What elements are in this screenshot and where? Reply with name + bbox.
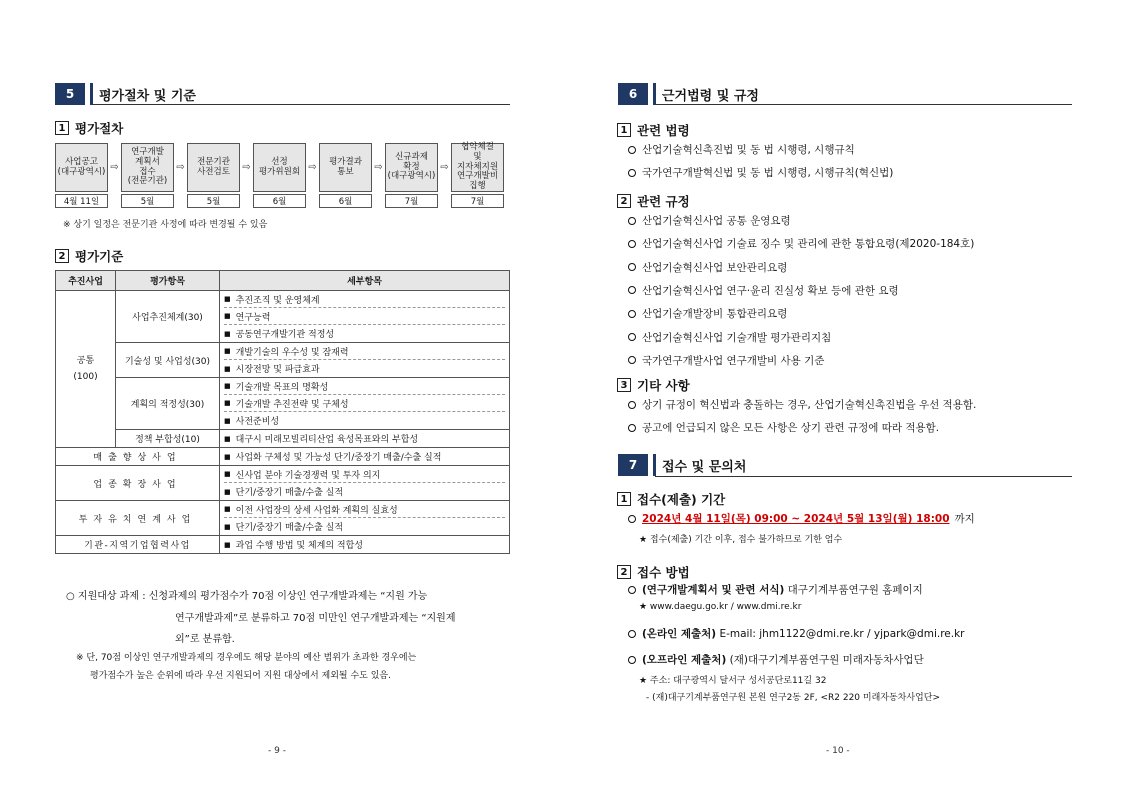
square-bullet-icon: ■: [224, 522, 231, 531]
square-bullet-icon: ■: [224, 540, 231, 549]
list-item: [628, 283, 899, 298]
detail-item: [224, 378, 505, 395]
list-item: [628, 142, 855, 157]
detail-text: 추진조직 및 운영체계: [235, 295, 320, 306]
program-label: 매출향상사업: [93, 453, 182, 463]
period-note: ★ 접수(제출) 기간 이후, 접수 불가하므로 기한 엄수: [639, 535, 843, 545]
table-row: [56, 291, 510, 343]
eval-details-cell: [220, 536, 510, 554]
detail-text: 대구시 미래모빌리티산업 육성목표와의 부합성: [235, 435, 419, 445]
method-item-2-label: (온라인 제출처): [642, 628, 717, 640]
square-bullet-icon: ■: [224, 487, 231, 496]
eval-item-cell: 기술성 및 사업성(30): [116, 343, 220, 378]
flow-step: [253, 143, 306, 208]
eval-details-cell: [220, 466, 510, 501]
page-number: - 10 -: [826, 746, 850, 756]
method-item-1-label: (연구개발계획서 및 관련 서식): [642, 584, 785, 596]
section-underline: [92, 104, 510, 105]
square-bullet-icon: ■: [224, 399, 231, 407]
flow-step: [451, 143, 504, 208]
rules-heading: [617, 192, 690, 210]
list-item-text: 국가연구개발사업 연구개발비 사용 기준: [642, 354, 825, 367]
flow-step: [121, 143, 174, 208]
square-bullet-icon: ■: [224, 295, 231, 303]
subsection-title: 평가기준: [75, 249, 124, 264]
criteria-heading: [55, 247, 123, 265]
table-header: 세부항목: [220, 271, 510, 291]
detail-text: 단기/중장기 매출/수출 실적: [235, 488, 344, 498]
circle-bullet-icon: [628, 146, 636, 154]
program-label-cell: [56, 466, 220, 501]
program-label: 기관-지역기업협력사업: [84, 541, 191, 551]
method-heading: [617, 563, 690, 581]
eval-details-cell: [220, 378, 510, 430]
square-bullet-icon: ■: [224, 470, 231, 478]
circle-bullet-icon: [628, 424, 636, 432]
method-item-3-note-1: ★ 주소: 대구광역시 달서구 성서공단로11길 32: [639, 676, 827, 686]
eval-details-cell: [220, 343, 510, 378]
square-bullet-icon: ■: [224, 347, 231, 355]
list-item: [628, 330, 831, 345]
detail-item: [224, 291, 505, 308]
list-item: [628, 397, 976, 412]
detail-item: [224, 483, 505, 500]
page-number: - 9 -: [268, 746, 286, 756]
section-underline: [655, 104, 1072, 105]
detail-text: 과업 수행 방법 및 체계의 적합성: [235, 541, 363, 551]
detail-text: 시장전망 및 파급효과: [235, 365, 320, 375]
program-label: 투자유치연계사업: [78, 514, 197, 525]
subsection-title: 접수(제출) 기간: [637, 492, 726, 507]
flow-step-date: 6월: [253, 194, 306, 208]
square-bullet-icon: ■: [224, 329, 231, 338]
list-item: [628, 260, 787, 275]
program-label-cell: [56, 501, 220, 536]
table-row: [56, 430, 510, 448]
subsection-title: 관련 법령: [637, 123, 690, 138]
section-6-header: [618, 83, 759, 105]
detail-text: 이전 사업장의 상세 사업화 계획의 실효성: [235, 505, 398, 516]
left-page: [0, 0, 561, 793]
table-row: [56, 466, 510, 501]
method-item-2: [628, 626, 964, 641]
list-item-text: 산업기술혁신사업 기술개발 평가관리지침: [642, 331, 832, 344]
flow-step: [319, 143, 372, 208]
section-underline: [655, 476, 1072, 477]
table-row: [56, 536, 510, 554]
method-item-1-text: 대구기계부품연구원 홈페이지: [784, 584, 923, 596]
method-item-3-text: (재)대구기계부품연구원 미래자동차사업단: [726, 654, 924, 666]
detail-item: [224, 395, 505, 412]
section-bar: [653, 83, 656, 105]
support-line-2: 연구개발과제”로 분류하고 70점 미만인 연구개발과제는 “지원제: [175, 613, 456, 624]
list-item-text: 상기 규정이 혁신법과 충돌하는 경우, 산업기술혁신촉진법을 우선 적용함.: [642, 399, 977, 411]
flow-step-date: 4월 11일: [55, 194, 108, 208]
detail-item: [224, 448, 505, 465]
subsection-number: 3: [617, 378, 631, 392]
subsection-number: 1: [617, 123, 631, 137]
detail-text: 사전준비성: [235, 417, 280, 427]
right-page: [561, 0, 1123, 793]
table-row: [56, 378, 510, 430]
section-number: 6: [618, 83, 648, 105]
circle-bullet-icon: [628, 286, 636, 294]
flow-step-date: 5월: [187, 194, 240, 208]
circle-bullet-icon: [628, 333, 636, 341]
support-note-2: 평가점수가 높은 순위에 따라 우선 지원되어 지원 대상에서 제외될 수도 있음.: [90, 671, 391, 681]
program-label-cell: [56, 448, 220, 466]
detail-text: 연구능력: [235, 312, 271, 323]
square-bullet-icon: ■: [224, 312, 231, 320]
program-label: 업종확장사업: [93, 479, 182, 490]
circle-bullet-icon: [628, 656, 636, 664]
list-item: [628, 236, 974, 251]
flow-step-box: 연구개발 계획서 접수 (전문기관): [121, 143, 174, 192]
arrow-right-icon: ⇨: [308, 162, 317, 173]
detail-item: [224, 308, 505, 325]
table-header-row: [56, 271, 510, 291]
subsection-title: 기타 사항: [637, 378, 690, 393]
section-bar: [653, 454, 656, 476]
method-item-3-note-2: - (재)대구기계부품연구원 본원 연구2동 2F, <R2 220 미래자동차사업단>: [646, 693, 940, 703]
table-row: [56, 448, 510, 466]
table-row: [56, 343, 510, 378]
circle-bullet-icon: [628, 240, 636, 248]
detail-item: [224, 412, 505, 429]
detail-text: 공동연구개발기관 적정성: [235, 330, 335, 340]
detail-text: 단기/중장기 매출/수출 실적: [235, 523, 344, 533]
detail-item: [224, 343, 505, 360]
arrow-right-icon: ⇨: [440, 162, 449, 173]
eval-item-cell: 사업추진체계(30): [116, 291, 220, 343]
table-row: [56, 501, 510, 536]
arrow-right-icon: ⇨: [242, 162, 251, 173]
square-bullet-icon: ■: [224, 382, 231, 390]
section-5-header: [55, 83, 196, 105]
method-item-1-note: ★ www.daegu.go.kr / www.dmi.re.kr: [639, 602, 802, 612]
program-label-cell: [56, 536, 220, 554]
flow-step-date: 7월: [385, 194, 438, 208]
flow-step-box: 선정 평가위원회: [253, 143, 306, 192]
section-7-header: [618, 454, 746, 476]
square-bullet-icon: ■: [224, 416, 231, 425]
period-date-range: 2024년 4월 11일(목) 09:00 ~ 2024년 5월 13일(월) 18:00: [642, 513, 950, 525]
arrow-right-icon: ⇨: [176, 162, 185, 173]
period-suffix: 까지: [954, 513, 975, 525]
circle-bullet-icon: [628, 515, 636, 523]
method-item-1: [628, 582, 923, 597]
section-title: 접수 및 문의처: [662, 459, 747, 475]
method-item-3-label: (오프라인 제출처): [642, 654, 727, 666]
list-item-text: 산업기술혁신사업 연구·윤리 진실성 확보 등에 관한 요령: [642, 284, 899, 297]
period-heading: [617, 490, 725, 508]
section-title: 평가절차 및 기준: [99, 88, 196, 104]
method-item-2-text: E-mail: jhm1122@dmi.re.kr / yjpark@dmi.re.kr: [716, 627, 965, 640]
detail-text: 신사업 분야 기술경쟁력 및 투자 의지: [235, 470, 381, 481]
list-item: [628, 165, 893, 180]
subsection-title: 접수 방법: [637, 565, 690, 580]
detail-text: 사업화 구체성 및 가능성 단기/중장기 매출/수출 실적: [235, 453, 442, 463]
support-line-1: ○ 지원대상 과제 : 신청과제의 평가점수가 70점 이상인 연구개발과제는 “지원 가능: [66, 591, 428, 602]
section-title: 근거법령 및 규정: [662, 88, 759, 104]
list-item-text: 공고에 언급되지 않은 모든 사항은 상기 관련 규정에 따라 적용함.: [642, 422, 940, 434]
square-bullet-icon: ■: [224, 452, 231, 461]
flow-step-box: 신규과제 확정 (대구광역시): [385, 143, 438, 192]
circle-bullet-icon: [628, 356, 636, 364]
circle-bullet-icon: [628, 263, 636, 271]
subsection-number: 2: [617, 194, 631, 208]
detail-item: [224, 325, 505, 342]
eval-item-cell: 정책 부합성(10): [116, 430, 220, 448]
detail-item: [224, 536, 505, 553]
circle-bullet-icon: [628, 630, 636, 638]
list-item-text: 산업기술혁신사업 공통 운영요령: [642, 215, 791, 227]
flow-step-box: 협약체결 및 지자체지원 연구개발비 집행: [451, 143, 504, 192]
circle-bullet-icon: [628, 217, 636, 225]
laws-heading: [617, 121, 690, 139]
eval-details-cell: [220, 501, 510, 536]
square-bullet-icon: ■: [224, 505, 231, 513]
section-number: 7: [618, 454, 648, 476]
subsection-title: 평가절차: [75, 121, 124, 136]
eval-item-cell: 계획의 적정성(30): [116, 378, 220, 430]
list-item-text: 산업기술개발장비 통합관리요령: [642, 308, 788, 321]
circle-bullet-icon: [628, 169, 636, 177]
list-item-text: 국가연구개발혁신법 및 동 법 시행령, 시행규칙(혁신법): [642, 167, 894, 179]
flow-step: [55, 143, 108, 208]
detail-text: 기술개발 목표의 명확성: [235, 382, 329, 393]
procedure-flow: [55, 143, 504, 208]
support-note-1: ※ 단, 70점 이상인 연구개발과제의 경우에도 해당 분야의 예산 범위가 초과한 경우에는: [76, 653, 417, 663]
flow-step-date: 7월: [451, 194, 504, 208]
flow-step-date: 6월: [319, 194, 372, 208]
subsection-title: 관련 규정: [637, 194, 690, 209]
list-item: [628, 306, 787, 321]
flow-step: [385, 143, 438, 208]
common-category-cell: 공통 (100): [56, 291, 116, 448]
table-header: 추진사업: [56, 271, 116, 291]
list-item: [628, 213, 791, 228]
method-item-3: [628, 652, 924, 667]
subsection-number: 2: [55, 249, 69, 263]
square-bullet-icon: ■: [224, 364, 231, 373]
table-header: 평가항목: [116, 271, 220, 291]
list-item: [628, 420, 939, 435]
criteria-table: [55, 270, 510, 554]
detail-text: 기술개발 추진전략 및 구체성: [235, 399, 349, 410]
detail-text: 개발기술의 우수성 및 잠재력: [235, 347, 349, 358]
others-heading: [617, 376, 690, 394]
circle-bullet-icon: [628, 401, 636, 409]
circle-bullet-icon: [628, 310, 636, 318]
flow-step-box: 평가결과 통보: [319, 143, 372, 192]
list-item: [628, 353, 824, 368]
detail-item: [224, 518, 505, 535]
flow-step: [187, 143, 240, 208]
subsection-number: 1: [617, 492, 631, 506]
list-item-text: 산업기술혁신촉진법 및 동 법 시행령, 시행규칙: [642, 144, 855, 156]
subsection-number: 2: [617, 565, 631, 579]
section-number: 5: [55, 83, 85, 105]
detail-item: [224, 501, 505, 518]
list-item-text: 산업기술혁신사업 보안관리요령: [642, 261, 788, 274]
square-bullet-icon: ■: [224, 434, 231, 443]
arrow-right-icon: ⇨: [110, 162, 119, 173]
schedule-note: ※ 상기 일정은 전문기관 사정에 따라 변경될 수 있음: [63, 220, 268, 230]
flow-step-box: 사업공고 (대구광역시): [55, 143, 108, 192]
circle-bullet-icon: [628, 586, 636, 594]
flow-step-date: 5월: [121, 194, 174, 208]
arrow-right-icon: ⇨: [374, 162, 383, 173]
list-item-text: 산업기술혁신사업 기술료 징수 및 관리에 관한 통합요령(제2020-184호): [642, 238, 975, 251]
eval-details-cell: [220, 291, 510, 343]
support-line-3: 외”로 분류함.: [175, 634, 235, 645]
eval-details-cell: [220, 448, 510, 466]
subsection-number: 1: [55, 121, 69, 135]
detail-item: [224, 430, 505, 447]
procedure-heading: [55, 119, 123, 137]
section-bar: [90, 83, 93, 105]
detail-item: [224, 466, 505, 483]
eval-details-cell: [220, 430, 510, 448]
detail-item: [224, 360, 505, 377]
period-item: [628, 511, 975, 526]
flow-step-box: 전문기관 사전검토: [187, 143, 240, 192]
